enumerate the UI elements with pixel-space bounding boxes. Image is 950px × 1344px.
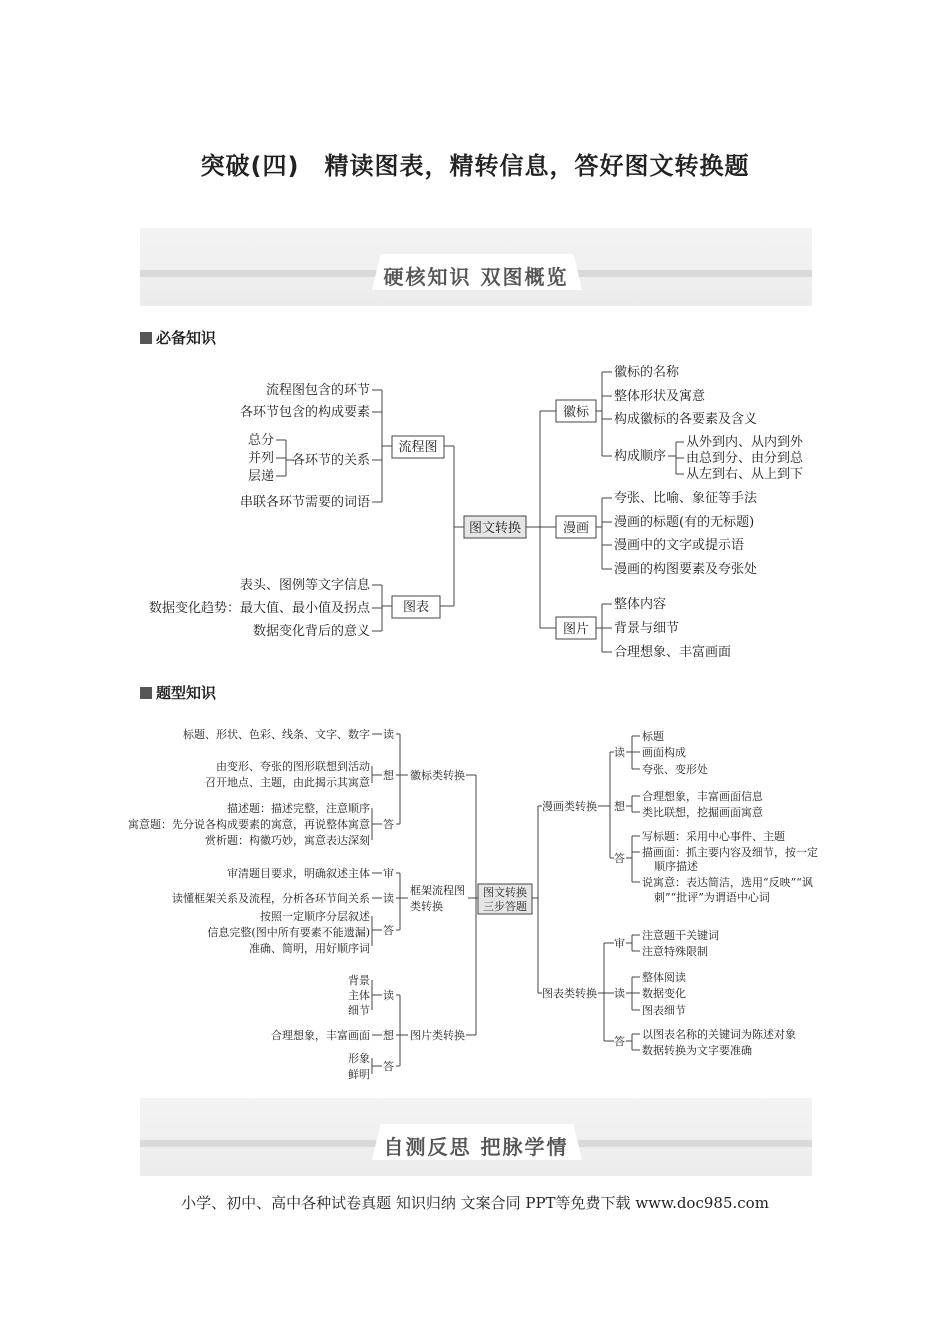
badge-item: 徽标的名称: [614, 365, 680, 380]
picture-read-item: 主体: [348, 989, 370, 1002]
badge-item: 构成徽标的各要素及含义: [614, 412, 758, 427]
section-marker-icon: [140, 332, 152, 344]
flow-answer-item: 准确、简明，用好顺序词: [249, 942, 370, 955]
picture-answer-item: 形象: [348, 1052, 370, 1065]
flow-review-item: 审清题目要求，明确叙述主体: [227, 867, 370, 880]
flow-answer-item: 信息完整(图中所有要素不能遗漏): [207, 926, 370, 939]
flow-read-label: 读: [383, 892, 394, 905]
flow-item: 流程图包含的环节: [265, 383, 370, 398]
comic-read-label: 读: [614, 746, 625, 759]
picture-think-item: 合理想象，丰富画面: [271, 1029, 370, 1042]
badge-answer-item: 描述题：描述完整，注意顺序: [227, 802, 370, 815]
center-label: 图文转换: [483, 886, 527, 899]
picture-item: 背景与细节: [614, 621, 680, 636]
section-marker-icon: [140, 687, 152, 699]
flow-item: 各环节的关系: [291, 453, 370, 468]
order-item: 从外到内、从内到外: [686, 435, 804, 450]
comic-answer-item: 描画面：抓主要内容及细节，按一定: [642, 846, 818, 859]
mindmap-question-types: [0, 720, 950, 1090]
picture-read-item: 细节: [348, 1004, 370, 1017]
table-review-item: 注意特殊限制: [642, 945, 708, 958]
badge-think-item: 由变形、夸张的图形联想到活动: [216, 760, 370, 773]
table-review-item: 注意题干关键词: [642, 929, 719, 942]
picture-read-label: 读: [383, 989, 394, 1002]
flow-type-label: 框架流程图: [410, 884, 465, 897]
relation-item: 总分: [247, 433, 274, 448]
comic-read-item: 标题: [642, 730, 664, 743]
badge-answer-item: 寓意题：先分说各构成要素的寓意，再说整体寓意: [128, 818, 370, 831]
chart-item: 表头、图例等文字信息: [239, 578, 370, 593]
flow-item: 各环节包含的构成要素: [239, 405, 370, 420]
table-read-item: 整体阅读: [642, 971, 686, 984]
badge-answer-label: 答: [383, 818, 394, 831]
badge-type-label: 徽标类转换: [410, 769, 465, 782]
relation-item: 并列: [247, 451, 274, 466]
comic-type-label: 漫画类转换: [542, 800, 597, 813]
flow-read-item: 读懂框架关系及流程，分析各环节间关系: [172, 892, 370, 905]
badge-label: 徽标: [562, 405, 590, 420]
section-title: 必备知识: [156, 329, 217, 347]
banner-self-test-title: 自测反思 把脉学情: [383, 1135, 569, 1159]
comic-read-item: 画面构成: [642, 746, 686, 759]
table-read-label: 读: [614, 987, 625, 1000]
badge-item: 整体形状及寓意: [614, 389, 706, 404]
picture-item: 合理想象、丰富画面: [614, 645, 732, 660]
chart-item: 数据变化背后的意义: [252, 624, 370, 639]
order-item: 由总到分、由分到总: [686, 451, 804, 466]
comic-answer-item: 说寓意：表达简洁，选用“反映”“讽: [642, 876, 813, 889]
footer-text: 小学、初中、高中各种试卷真题 知识归纳 文案合同 PPT等免费下载 www.doc985.com: [181, 1194, 769, 1212]
table-answer-label: 答: [614, 1035, 625, 1048]
flow-answer-item: 按照一定顺序分层叙述: [260, 910, 370, 923]
table-review-label: 审: [614, 937, 625, 950]
page-title: 突破(四) 精读图表，精转信息，答好图文转换题: [200, 152, 750, 180]
picture-think-label: 想: [383, 1029, 394, 1042]
badge-read-item: 标题、形状、色彩、线条、文字、数字: [183, 728, 370, 741]
badge-think-label: 想: [383, 769, 394, 782]
picture-read-item: 背景: [348, 974, 370, 987]
comic-label: 漫画: [562, 521, 590, 536]
picture-item: 整体内容: [614, 597, 667, 612]
badge-answer-item: 赏析题：构徽巧妙，寓意表达深刻: [205, 834, 370, 847]
comic-item: 夸张、比喻、象征等手法: [614, 491, 758, 506]
picture-type-label: 图片类转换: [410, 1029, 465, 1042]
comic-item: 漫画中的文字或提示语: [614, 538, 745, 553]
picture-answer-label: 答: [383, 1060, 394, 1073]
table-read-item: 图表细节: [642, 1004, 686, 1017]
comic-item: 漫画的构图要素及夸张处: [614, 562, 758, 577]
comic-answer-item: 刺”“批评”为谓语中心词: [654, 891, 770, 904]
table-answer-item: 以图表名称的关键词为陈述对象: [642, 1028, 796, 1041]
badge-item: 构成顺序: [614, 449, 667, 464]
flow-review-label: 审: [383, 867, 394, 880]
relation-item: 层递: [247, 469, 274, 484]
center-label: 图文转换: [468, 521, 522, 536]
flow-answer-label: 答: [383, 924, 394, 937]
chart-label: 图表: [402, 600, 430, 615]
comic-answer-item: 写标题：采用中心事件、主题: [642, 830, 785, 843]
comic-answer-item: 顺序描述: [654, 860, 698, 873]
center-label: 三步答题: [483, 900, 527, 913]
order-item: 从左到右、从上到下: [686, 467, 804, 482]
badge-think-item: 召开地点、主题，由此揭示其寓意: [205, 776, 370, 789]
comic-read-item: 夸张、变形处: [642, 763, 708, 776]
section-question-types: [140, 682, 216, 703]
flow-label: 流程图: [398, 440, 438, 455]
comic-answer-label: 答: [614, 852, 625, 865]
banner-knowledge: [140, 228, 812, 306]
section-required-knowledge: [140, 327, 216, 348]
mindmap-required-knowledge: [0, 355, 950, 665]
picture-label: 图片: [562, 622, 590, 637]
table-answer-item: 数据转换为文字要准确: [642, 1044, 752, 1057]
picture-answer-item: 鲜明: [348, 1068, 370, 1081]
comic-think-item: 合理想象，丰富画面信息: [642, 790, 763, 803]
banner-knowledge-title: 硬核知识 双图概览: [383, 265, 569, 289]
banner-self-test: [140, 1098, 812, 1176]
badge-read-label: 读: [383, 728, 394, 741]
comic-item: 漫画的标题(有的无标题): [614, 515, 755, 530]
section-title: 题型知识: [156, 684, 217, 702]
flow-type-label: 类转换: [410, 900, 443, 913]
comic-think-label: 想: [614, 800, 625, 813]
flow-item: 串联各环节需要的词语: [239, 495, 370, 510]
table-read-item: 数据变化: [642, 987, 686, 1000]
table-type-label: 图表类转换: [542, 987, 597, 1000]
comic-think-item: 类比联想，挖掘画面寓意: [642, 806, 763, 819]
chart-item: 数据变化趋势：最大值、最小值及拐点: [148, 601, 370, 616]
